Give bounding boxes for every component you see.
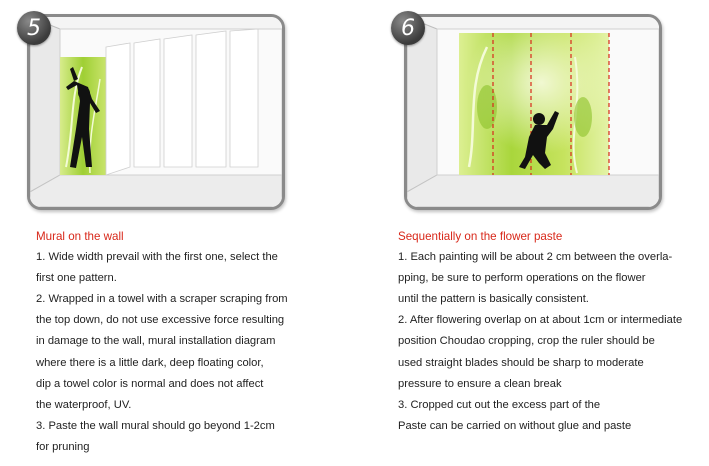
step-6-heading: Sequentially on the flower paste <box>398 230 563 243</box>
instruction-line: 1. Wide width prevail with the first one, select the <box>36 251 278 264</box>
step-6-instructions <box>398 226 682 437</box>
step-number-badge: 5 <box>17 11 51 45</box>
step-5-instructions <box>36 226 288 458</box>
instruction-line: 3. Cropped cut out the excess part of the <box>398 398 601 411</box>
instruction-line: Paste can be carried on without glue and paste <box>398 419 632 432</box>
instruction-line: 2. Wrapped in a towel with a scraper scraping from <box>36 293 288 306</box>
step-number-badge: 6 <box>391 11 425 45</box>
instruction-line: 1. Each painting will be about 2 cm between the overla- <box>398 251 673 264</box>
instruction-line: dip a towel color is normal and does not affect <box>36 377 264 390</box>
instruction-line: until the pattern is basically consistent. <box>398 293 589 306</box>
step-5-panel <box>0 0 354 466</box>
step-5-illustration <box>27 14 285 210</box>
step-5-heading: Mural on the wall <box>36 230 124 243</box>
instruction-line: the waterproof, UV. <box>36 398 132 411</box>
step-6-illustration <box>404 14 662 210</box>
instruction-line: pressure to ensure a clean break <box>398 377 562 390</box>
instruction-line: for pruning <box>36 440 90 453</box>
room-scene-5 <box>30 17 282 207</box>
instruction-line: first one pattern. <box>36 272 117 285</box>
instruction-line: position Choudao cropping, crop the ruler should be <box>398 335 655 348</box>
instruction-line: where there is a little dark, deep floating color, <box>36 356 264 369</box>
step-6-panel <box>354 0 708 466</box>
instruction-line: 3. Paste the wall mural should go beyond 1-2cm <box>36 419 275 432</box>
instruction-line: the top down, do not use excessive force resulting <box>36 314 285 327</box>
instruction-line: pping, be sure to perform operations on the flower <box>398 272 646 285</box>
instruction-line: 2. After flowering overlap on at about 1cm or intermediate <box>398 314 683 327</box>
room-scene-6 <box>407 17 659 207</box>
instruction-line: used straight blades should be sharp to moderate <box>398 356 644 369</box>
instruction-line: in damage to the wall, mural installation diagram <box>36 335 276 348</box>
